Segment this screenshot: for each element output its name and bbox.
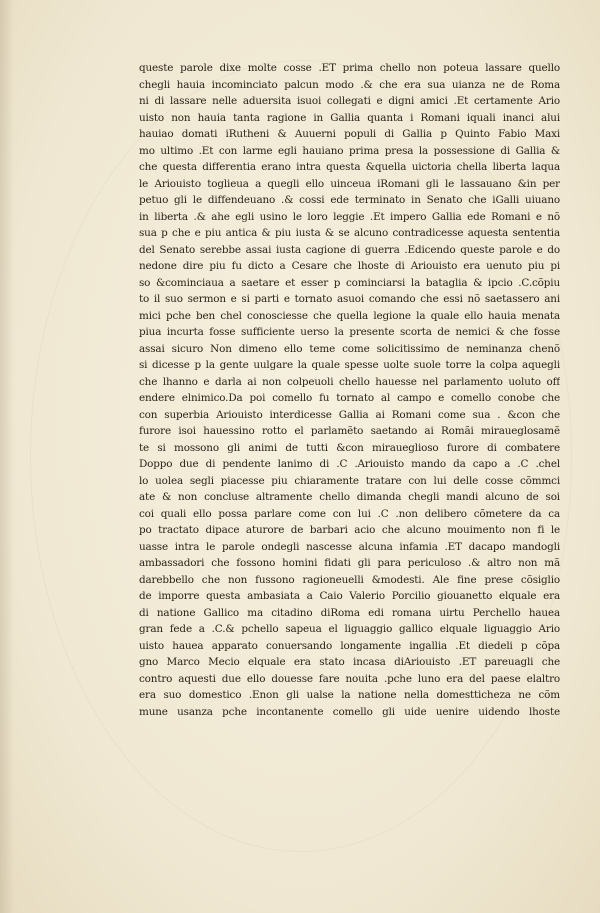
text-line: de imporre questa ambasiata a Caio Valerio Porcilio giouanetto elquale era (139, 590, 560, 602)
text-line: mo ultimo .Et con larme egli hauiano prima presa la possessione di Gallia & (139, 144, 560, 157)
text-line: gno Marco Mecio elquale era stato incasa diAriouisto .ET pareuagli che (139, 656, 560, 668)
text-line: che questa differentia erano intra questa &quella uictoria chella liberta laqua (139, 161, 560, 173)
text-line: uasse intra le parole ondegli nascesse alcuna infamia .ET dacapo mandogli (139, 540, 560, 553)
text-line: ambassadori che fossono homini fidati gli para periculoso .& altro non mã (139, 557, 560, 569)
text-line: Doppo due di pendente lanimo di .C .Ariouisto mando da capo a .C .chel (139, 458, 560, 470)
text-line: hauiao domati iRutheni & Auuerni populi di Gallia p Quinto Fabio Maxi (139, 128, 560, 140)
text-block (139, 60, 560, 720)
text-line: furore isoi hauessino rotto el parlamẽto saetando ai Romãi miraueglosamẽ (139, 425, 560, 437)
text-line: ate & non concluse altramente chello dimanda chegli mandi alcuno de soi (139, 491, 560, 503)
text-line: darebbello che non fussono ragioneuelli &modesti. Ale fine prese cõsiglio (139, 573, 560, 586)
text-line: te si mossono gli animi de tutti &con miraueglioso furore di combatere (139, 441, 560, 454)
text-line: del Senato serebbe assai iusta cagione di guerra .Edicendo queste parole e do (139, 243, 560, 256)
text-line: uisto non hauia tanta ragione in Gallia quanta i Romani iquali inanci alui (139, 111, 560, 124)
text-line: di natione Gallico ma citadino diRoma edi romana uirtu Perchello hauea (139, 606, 560, 619)
text-line: gran fede a .C.& pchello sapeua el liguaggio gallico elquale liguaggio Ario (139, 623, 560, 635)
text-line: che lhanno e darla ai non colpeuoli chello hauesse nel parlamento uoluto off (139, 375, 560, 388)
text-line: le Ariouisto toglieua a quegli ello uinceua iRomani gli le lassauano &in per (139, 177, 560, 190)
text-line: si dicesse p la gente uulgare la quale spesse uolte suole torre la colpa aquegli (139, 359, 560, 371)
text-line: ni di lassare nelle aduersita isuoi collegati e digni amici .Et certamente Ario (139, 95, 560, 107)
text-line: in liberta .& ahe egli usino le loro leggie .Et impero Gallia ede Romani e nõ (139, 210, 560, 223)
text-line: contro aquesti due ello douesse fare nouita .pche luno era del paese elaltro (139, 672, 560, 685)
text-line: mune usanza pche incontanente comello gli uide uenire uidendo lhoste (139, 705, 560, 718)
text-line: queste parole dixe molte cosse .ET prima chello non poteua lassare quello (139, 62, 560, 74)
text-line: po tractato dipace aturore de barbari acio che alcuno mouimento non fi le (139, 524, 560, 536)
text-line: endere elnimico.Da poi comello fu tornato al campo e comello conobe che (139, 392, 560, 404)
text-line: chegli hauia incominciato palcun modo .& che era sua uianza ne de Roma (139, 78, 560, 91)
text-line: mici pche ben chel conosciesse che quella legione la quale ello hauia menata (139, 309, 560, 322)
page-edge-shadow (0, 0, 14, 913)
text-line: lo uolea segli piacesse piu chiaramente tratare con lui delle cosse cõmmci (139, 474, 560, 487)
text-line: coi quali ello possa parlare come con lui .C .non delibero cõmetere da ca (139, 507, 560, 520)
text-line: era suo domestico .Enon gli ualse la natione nella domestticheza ne cõm (139, 689, 560, 701)
text-line: to il suo sermon e si parti e tornato asuoi comando che essi nõ saetassero ani (139, 293, 560, 305)
text-line: sua p che e piu antica & piu iusta & se alcuno contradicesse aquesta sententia (139, 227, 560, 239)
text-line: assai sicuro Non dimeno ello teme come solicitissimo de neminanza chenõ (139, 342, 560, 355)
text-line: nedone dire piu fu dicto a Cesare che lhoste di Ariouisto era uenuto piu pi (139, 260, 560, 272)
text-line: con superbia Ariouisto interdicesse Gallia ai Romani come sua . &con che (139, 408, 560, 421)
text-line: so &cominciaua a saetare et esser p cominciarsi la bataglia & ipcio .C.cõpiu (139, 276, 560, 289)
text-line: uisto hauea apparato conuersando longamente ingallia .Et diedeli p cõpa (139, 639, 560, 652)
text-line: petuo gli le diffendeuano .& cossi ede terminato in Senato che iGalli uiuano (139, 194, 560, 206)
text-line: piua incurta fosse sufficiente uerso la presente scorta de nemici & che fosse (139, 326, 560, 338)
